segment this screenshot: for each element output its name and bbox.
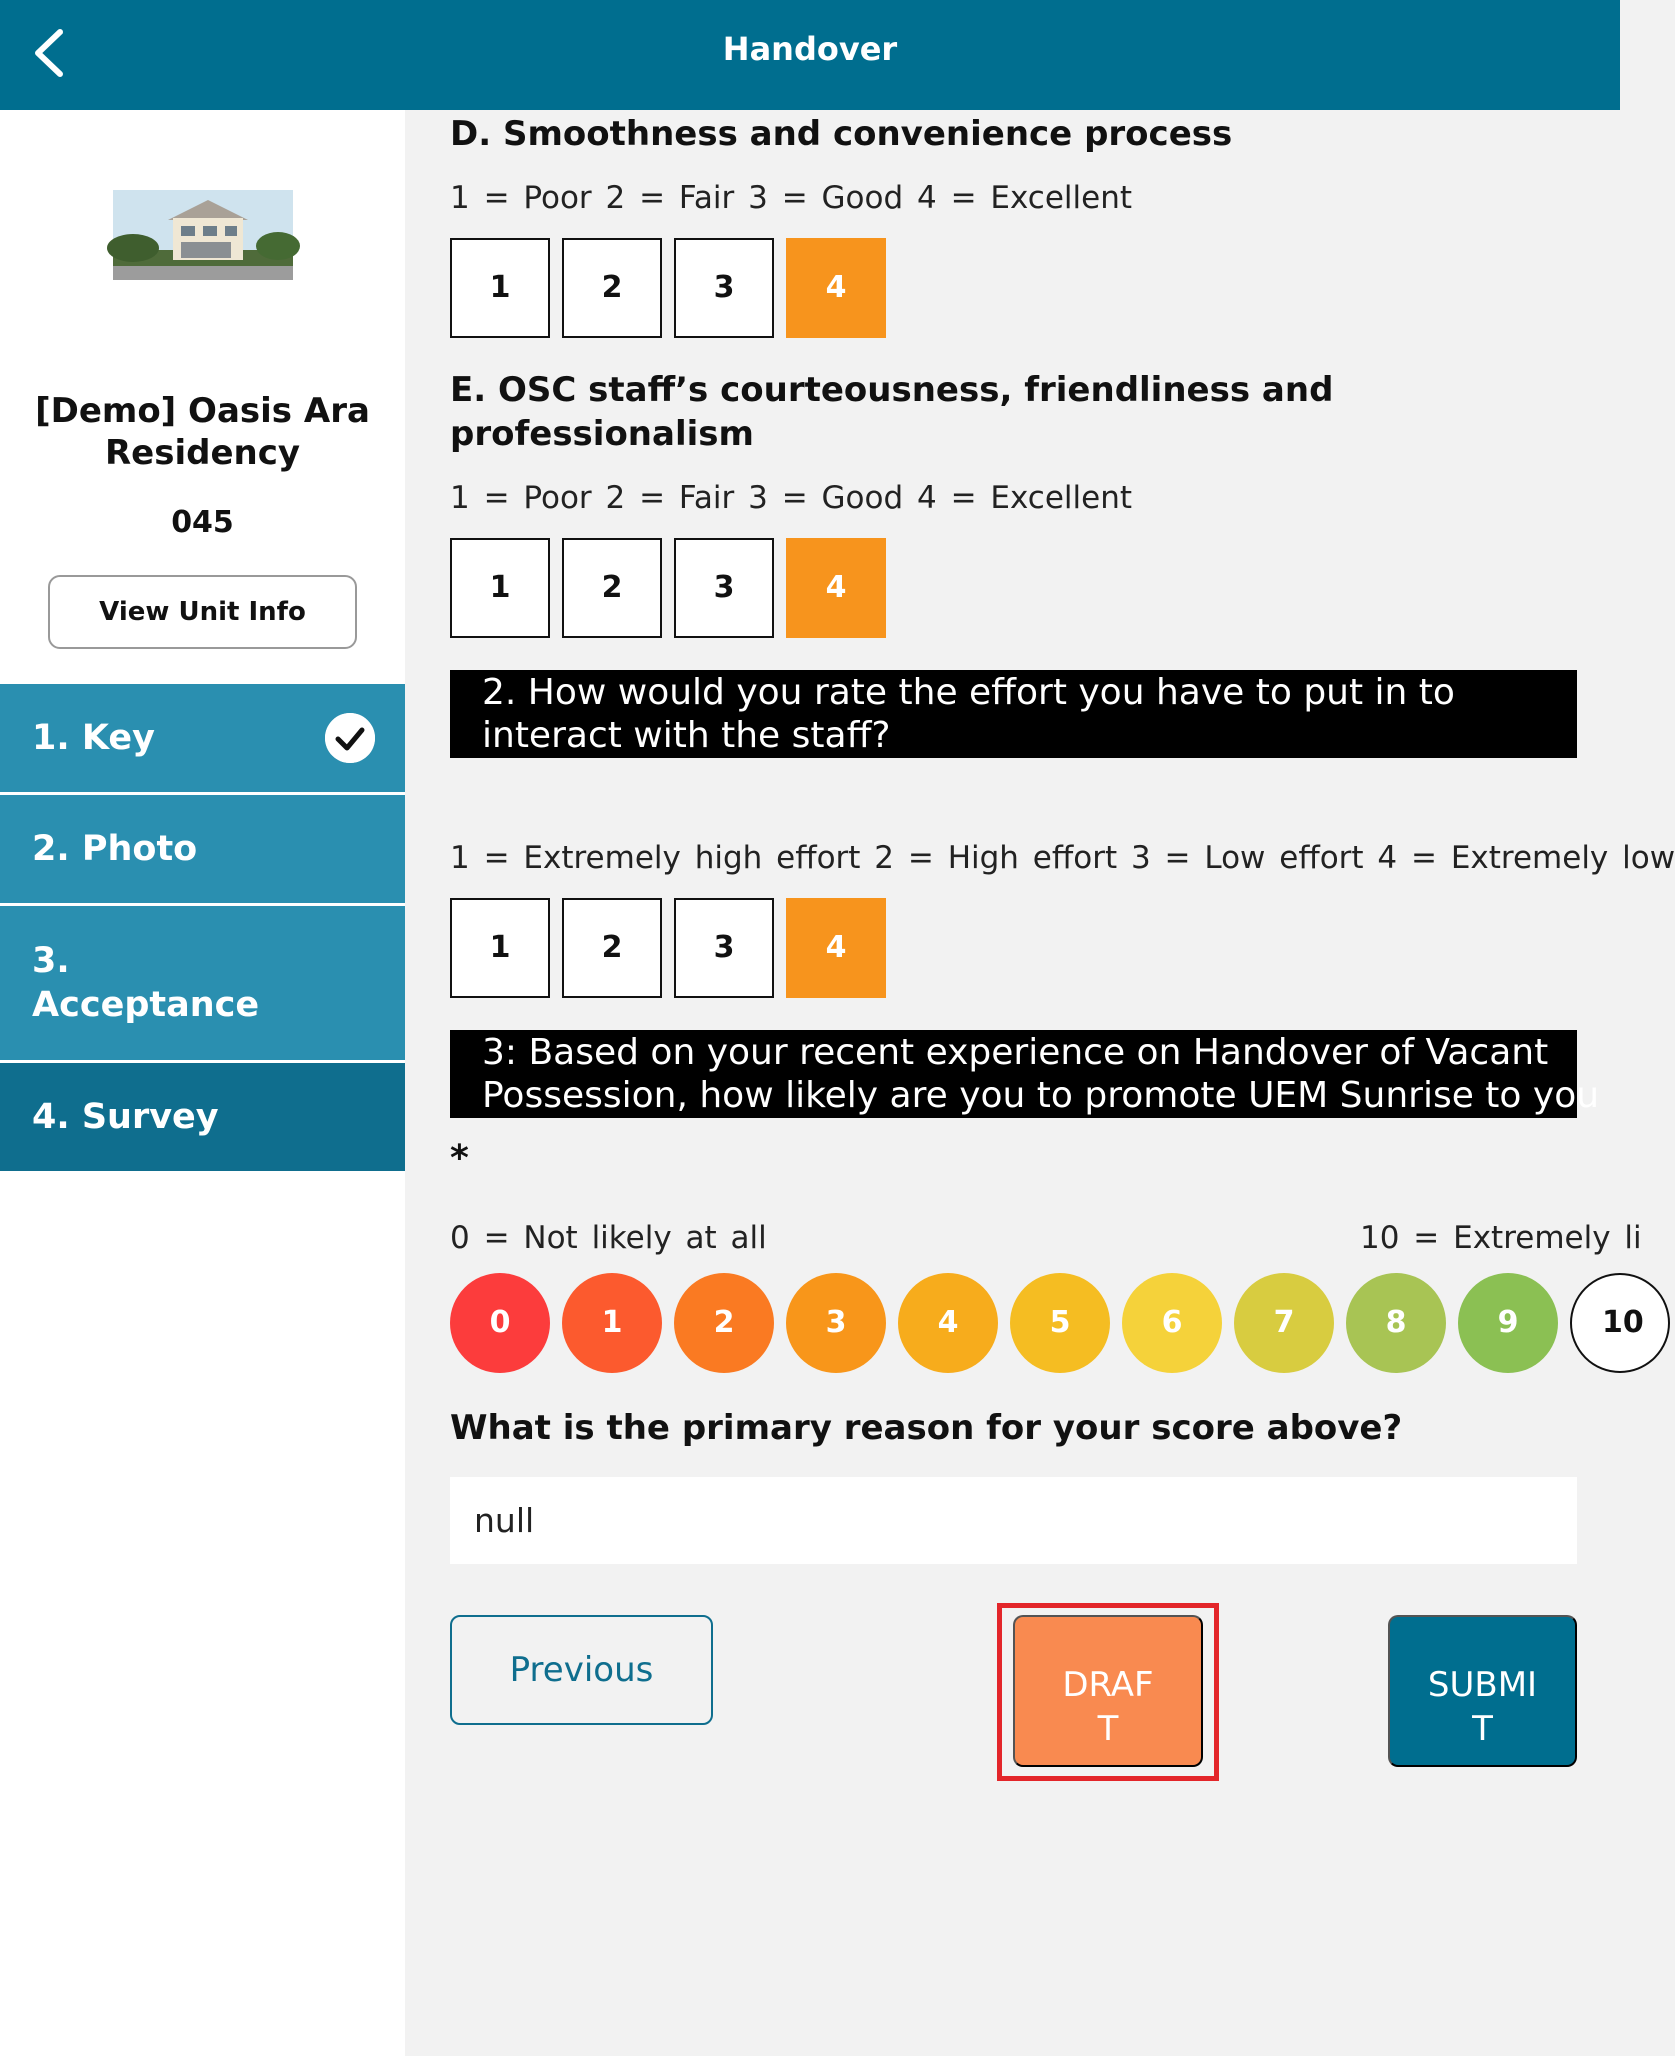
reason-input[interactable] <box>450 1477 1577 1564</box>
app-header <box>0 0 1620 110</box>
nps-high-label: 10 = Extremely li <box>1360 1220 1642 1256</box>
nps-option-0[interactable]: 0 <box>450 1273 550 1373</box>
rating-option-selected[interactable]: 4 <box>786 538 886 638</box>
sidebar-item-key[interactable] <box>0 684 405 792</box>
rating-option[interactable]: 2 <box>562 898 662 998</box>
sidebar <box>0 110 405 2056</box>
question-3-text: 3: Based on your recent experience on Handover of Vacant Possession, how likely are you to promote UEM Sunrise to you <box>450 1030 1577 1118</box>
nps-low-label: 0 = Not likely at all <box>450 1220 767 1256</box>
rating-option[interactable]: 1 <box>450 538 550 638</box>
nps-option-6[interactable]: 6 <box>1122 1273 1222 1373</box>
required-mark: * <box>450 1138 469 1179</box>
rating-option[interactable]: 3 <box>674 898 774 998</box>
nps-option-1[interactable]: 1 <box>562 1273 662 1373</box>
rating-option[interactable]: 1 <box>450 898 550 998</box>
rating-option[interactable]: 3 <box>674 238 774 338</box>
sidebar-item-photo[interactable] <box>0 795 405 903</box>
check-circle-icon <box>325 713 375 763</box>
question-2-legend: 1 = Extremely high effort 2 = High effort 3 = Low effort 4 = Extremely low <box>450 840 1675 876</box>
survey-panel <box>405 110 1675 2056</box>
draft-button[interactable]: DRAF T <box>1013 1615 1203 1767</box>
sidebar-item-label: 3. Acceptance <box>32 941 260 1025</box>
question-e-legend: 1 = Poor 2 = Fair 3 = Good 4 = Excellent <box>450 480 1133 516</box>
reason-label: What is the primary reason for your score above? <box>450 1408 1403 1448</box>
rating-option[interactable]: 2 <box>562 538 662 638</box>
sidebar-item-acceptance[interactable] <box>0 906 405 1060</box>
question-e-title: E. OSC staff’s courteousness, friendliness and professionalism <box>450 370 1334 454</box>
project-name: [Demo] Oasis Ara Residency <box>35 391 370 473</box>
rating-option-selected[interactable]: 4 <box>786 898 886 998</box>
rating-option[interactable]: 1 <box>450 238 550 338</box>
page-title: Handover <box>722 30 898 68</box>
unit-number: 045 <box>171 505 234 540</box>
submit-button[interactable]: SUBMI T <box>1388 1615 1577 1767</box>
question-d-title: D. Smoothness and convenience process <box>450 114 1233 154</box>
sidebar-item-label: 1. Key <box>32 718 155 758</box>
nps-option-2[interactable]: 2 <box>674 1273 774 1373</box>
nps-option-4[interactable]: 4 <box>898 1273 998 1373</box>
question-d-legend: 1 = Poor 2 = Fair 3 = Good 4 = Excellent <box>450 180 1133 216</box>
rating-option[interactable]: 2 <box>562 238 662 338</box>
rating-option-selected[interactable]: 4 <box>786 238 886 338</box>
nps-option-8[interactable]: 8 <box>1346 1273 1446 1373</box>
question-2-text: 2. How would you rate the effort you have to put in to interact with the staff? <box>450 670 1577 758</box>
sidebar-item-survey[interactable] <box>0 1063 405 1171</box>
sidebar-item-label: 2. Photo <box>32 829 198 869</box>
rating-option[interactable]: 3 <box>674 538 774 638</box>
nps-option-5[interactable]: 5 <box>1010 1273 1110 1373</box>
sidebar-item-label: 4. Survey <box>32 1097 219 1137</box>
unit-thumbnail <box>113 190 293 280</box>
nps-option-10[interactable]: 10 <box>1570 1273 1670 1373</box>
previous-button[interactable]: Previous <box>450 1615 713 1725</box>
view-unit-info-button[interactable]: View Unit Info <box>48 575 357 649</box>
nps-option-3[interactable]: 3 <box>786 1273 886 1373</box>
nps-option-7[interactable]: 7 <box>1234 1273 1334 1373</box>
nps-option-9[interactable]: 9 <box>1458 1273 1558 1373</box>
